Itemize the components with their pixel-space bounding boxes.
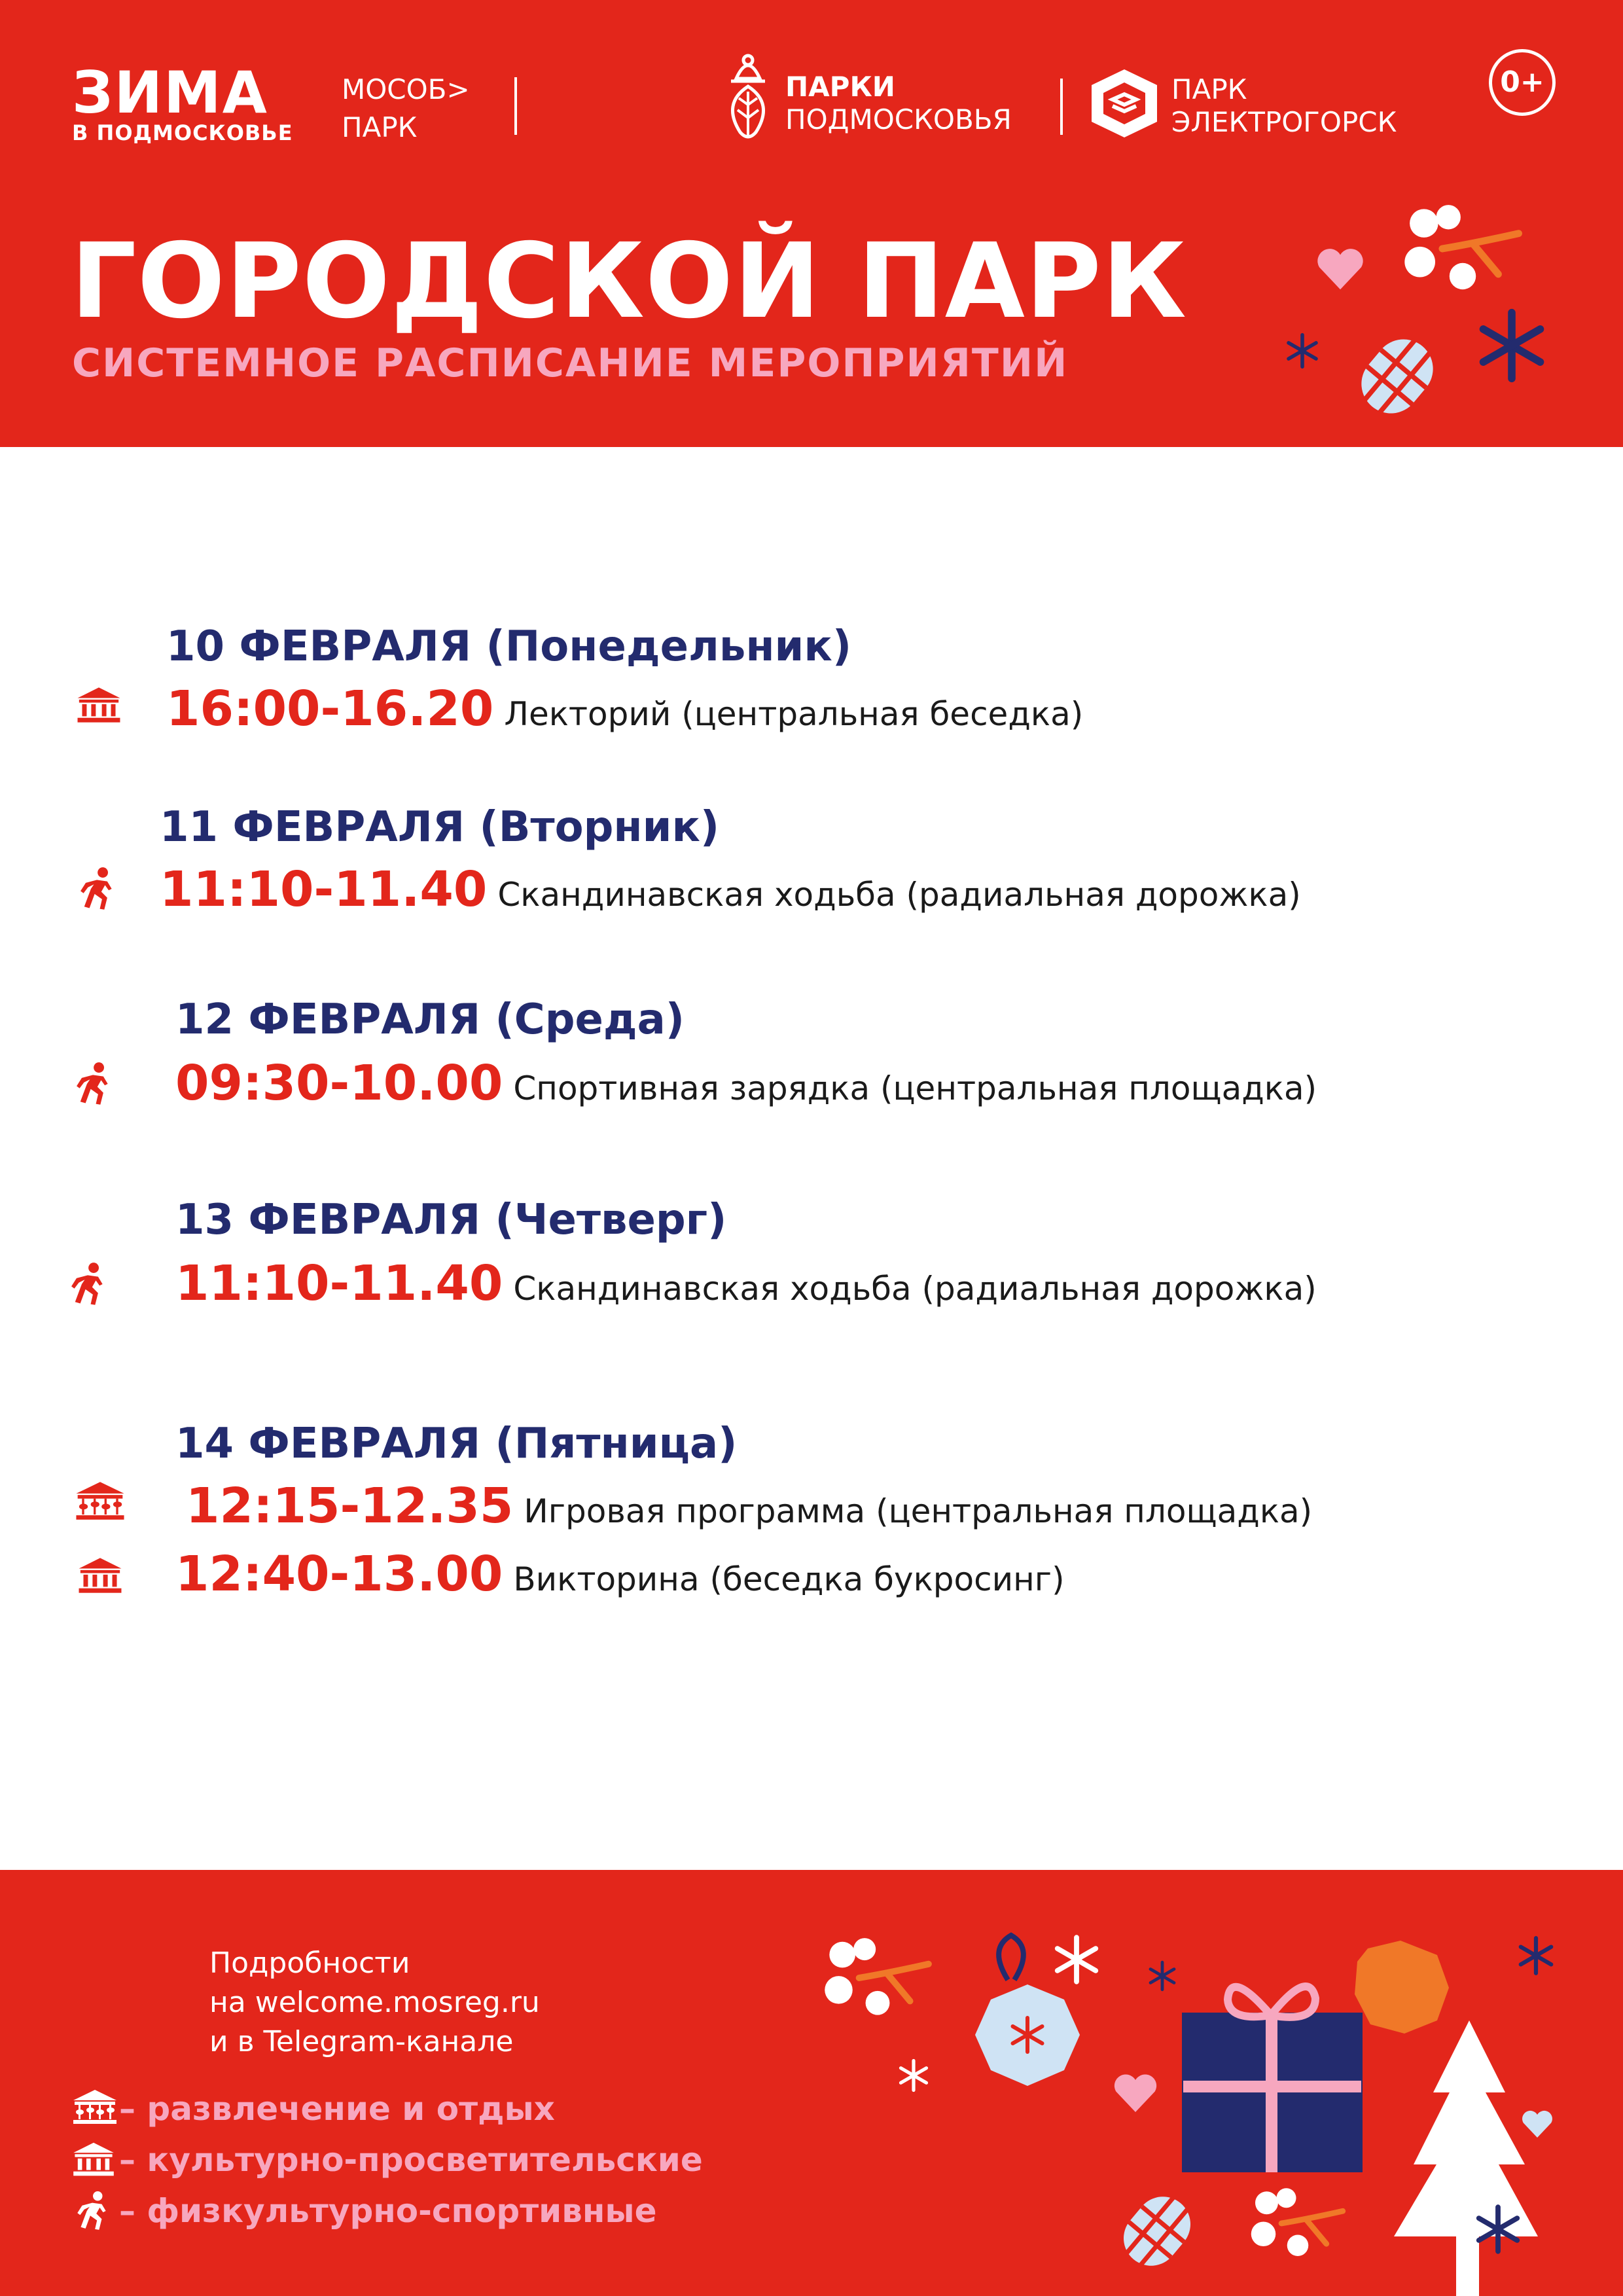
info-line2: на welcome.mosreg.ru — [209, 1986, 540, 2019]
info-text — [209, 1944, 540, 2062]
zima-title: ЗИМА — [72, 59, 268, 126]
event-row — [175, 1054, 1317, 1118]
event-time: 11:10-11.40 — [160, 861, 488, 918]
event-title: Скандинавская ходьба (радиальная дорожка) — [513, 1270, 1317, 1308]
event-time: 12:15-12.35 — [186, 1478, 514, 1534]
museum-icon — [76, 686, 122, 724]
event-title: Скандинавская ходьба (радиальная дорожка) — [497, 876, 1301, 914]
event-title: Викторина (беседка букросинг) — [513, 1560, 1065, 1598]
event-title: Спортивная зарядка (центральная площадка) — [513, 1069, 1317, 1107]
zima-subtitle: В ПОДМОСКОВЬЕ — [72, 120, 293, 145]
carousel-icon — [72, 2089, 118, 2125]
event-row — [186, 1477, 1312, 1541]
day-heading: 13 ФЕВРАЛЯ (Четверг) — [175, 1196, 727, 1244]
legend-text: – культурно-просветительские — [119, 2141, 703, 2179]
event-time: 16:00-16.20 — [166, 681, 494, 737]
electro-line1: ПАРК — [1171, 73, 1247, 105]
event-title: Игровая программа (центральная площадка) — [524, 1492, 1313, 1530]
event-title: Лекторий (центральная беседка) — [504, 695, 1084, 733]
header-band — [0, 0, 1623, 447]
carousel-icon — [75, 1480, 126, 1521]
electro-line2: ЭЛЕКТРОГОРСК — [1171, 106, 1397, 138]
info-line3: и в Telegram-канале — [209, 2025, 514, 2058]
age-rating-badge: 0+ — [1489, 49, 1556, 116]
footer-band — [0, 1870, 1623, 2296]
legend-text: – физкультурно-спортивные — [119, 2192, 657, 2230]
runner-icon — [75, 867, 119, 911]
parki-line2: ПОДМОСКОВЬЯ — [785, 103, 1012, 135]
runner-icon — [71, 1062, 115, 1106]
event-row — [175, 1254, 1317, 1318]
runner-icon — [65, 1262, 110, 1306]
day-heading: 10 ФЕВРАЛЯ (Понедельник) — [166, 622, 852, 671]
day-heading: 12 ФЕВРАЛЯ (Среда) — [175, 996, 685, 1044]
day-heading: 11 ФЕВРАЛЯ (Вторник) — [160, 803, 720, 852]
event-row — [160, 860, 1301, 924]
event-time: 09:30-10.00 — [175, 1055, 503, 1111]
event-row — [175, 1545, 1065, 1609]
runner-icon — [72, 2191, 113, 2231]
header-decorations — [0, 0, 1623, 447]
mosob-line2: ПАРК — [342, 111, 418, 143]
day-heading: 14 ФЕВРАЛЯ (Пятница) — [175, 1420, 738, 1468]
museum-icon — [72, 2141, 115, 2178]
info-line1: Подробности — [209, 1946, 410, 1980]
mosob-line1: МОСОБ> — [342, 73, 470, 105]
parki-line1: ПАРКИ — [785, 71, 895, 103]
event-time: 11:10-11.40 — [175, 1255, 503, 1312]
event-time: 12:40-13.00 — [175, 1546, 503, 1602]
event-row — [166, 679, 1083, 744]
page-title: ГОРОДСКОЙ ПАРК — [71, 221, 1187, 342]
museum-icon — [77, 1556, 123, 1594]
legend-text: – развлечение и отдых — [119, 2090, 555, 2128]
page-subtitle: СИСТЕМНОЕ РАСПИСАНИЕ МЕРОПРИЯТИЙ — [72, 340, 1069, 386]
